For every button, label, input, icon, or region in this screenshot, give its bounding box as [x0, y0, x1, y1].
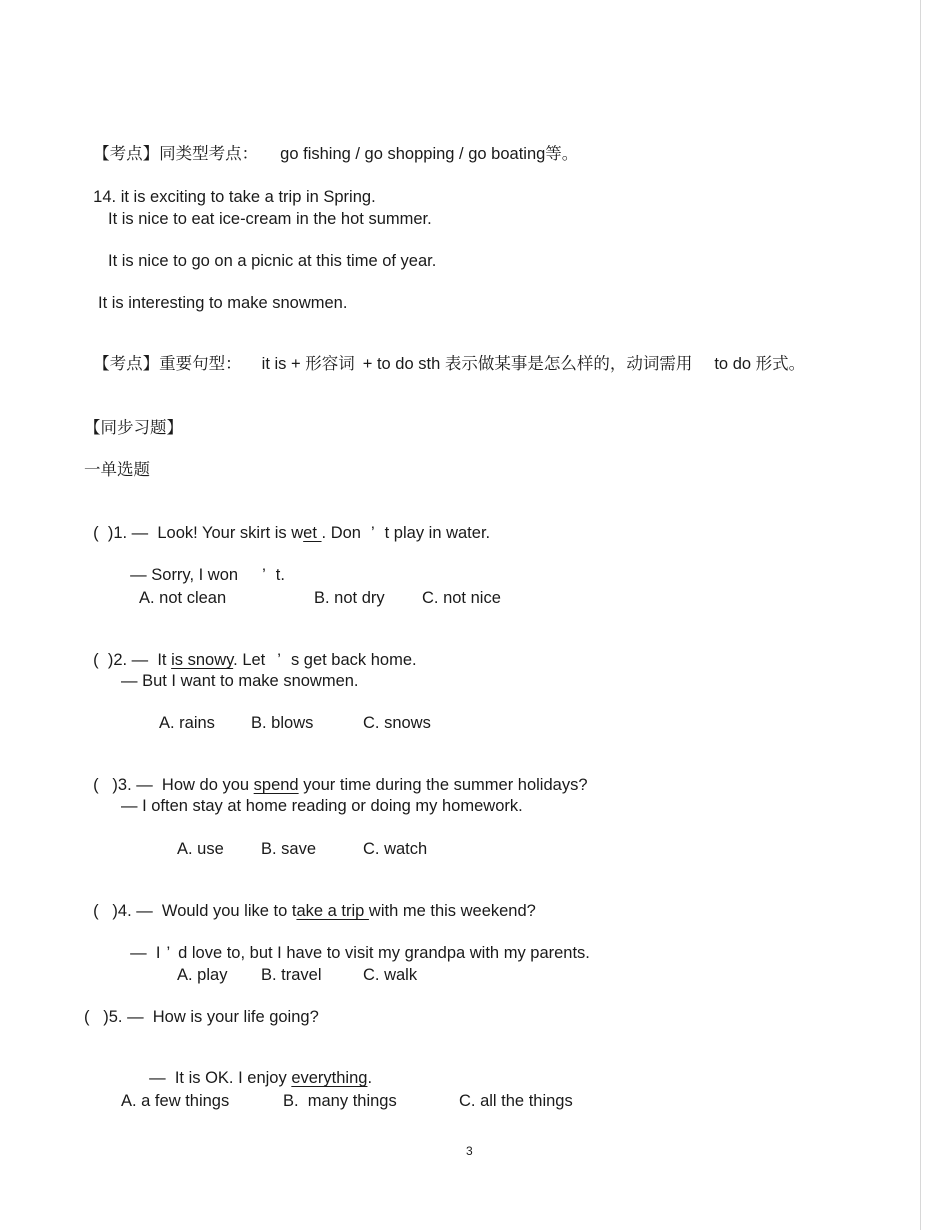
question-1-option-a: A. not clean [139, 589, 227, 607]
question-text: ( )3. — How do you [93, 776, 254, 794]
question-1-option-b: B. not dry [314, 589, 385, 607]
reply-text: — Sorry, I won [130, 566, 239, 584]
exam-point-note [84, 124, 578, 164]
section-title: 【同步习题】 [84, 419, 183, 437]
question-3-reply: — I often stay at home reading or doing my homework. [121, 797, 523, 815]
question-5-prompt: ( )5. — How is your life going? [84, 1008, 319, 1026]
question-text: . Don [321, 524, 361, 542]
question-5-option-a: A. a few things [121, 1092, 230, 1110]
question-text: with me this weekend? [368, 902, 536, 920]
exam-point-note [84, 334, 805, 374]
question-1-prompt [84, 503, 490, 543]
underlined-keyword: is snowy [171, 651, 234, 669]
question-2-option-b: B. blows [251, 714, 314, 732]
underlined-keyword: everything [291, 1069, 368, 1087]
example-14-line-1 [84, 167, 376, 207]
underlined-keyword: spend [253, 776, 299, 794]
question-4-option-b: B. travel [261, 966, 322, 984]
reply-text: d love to, but I have to visit my grandpa with my parents. [178, 944, 590, 962]
question-text: ( )1. — Look! Your skirt is w [93, 524, 304, 542]
question-5-option-b: B. many things [283, 1092, 397, 1110]
example-14-line-3: It is nice to go on a picnic at this time of year. [108, 252, 437, 270]
exam-point-text: go fishing / go shopping / go boating等。 [280, 145, 579, 163]
question-5-option-c: C. all the things [459, 1092, 573, 1110]
question-text: . Let [233, 651, 266, 669]
apostrophe-glyph: ’ [262, 566, 266, 584]
question-text: ( )4. — Would you like to t [93, 902, 297, 920]
exam-point-prefix: 【考点】同类型考点： [93, 145, 259, 163]
question-5-reply [140, 1048, 372, 1088]
question-2-prompt [84, 630, 417, 670]
example-14-line-2: It is nice to eat ice-cream in the hot summer. [108, 210, 432, 228]
question-1-reply [121, 545, 285, 585]
question-4-option-a: A. play [177, 966, 228, 984]
exam-point-text: + to do sth 表示做某事是怎么样的，动词需用 [362, 355, 693, 373]
question-3-option-b: B. save [261, 840, 317, 858]
question-3-option-a: A. use [177, 840, 224, 858]
question-text: your time during the summer holidays? [298, 776, 588, 794]
apostrophe-glyph: ’ [166, 944, 171, 962]
example-sentence: it is exciting to take a trip in Spring. [120, 188, 376, 206]
exam-point-prefix: 【考点】重要句型： [93, 355, 242, 373]
exam-point-text: it is + 形容词 [261, 355, 355, 373]
apostrophe-glyph: ’ [370, 524, 375, 542]
question-2-reply: — But I want to make snowmen. [121, 672, 359, 690]
subsection-title: 一单选题 [84, 461, 150, 479]
question-1-option-c: C. not nice [422, 589, 501, 607]
question-2-option-a: A. rains [159, 714, 215, 732]
question-text: s get back home. [290, 651, 417, 669]
reply-text: . [367, 1069, 373, 1087]
reply-text: — It is OK. I enjoy [149, 1069, 292, 1087]
question-text: ( )2. — It [93, 651, 172, 669]
question-2-option-c: C. snows [363, 714, 431, 732]
question-4-option-c: C. walk [363, 966, 418, 984]
page-edge-line [920, 0, 921, 1230]
reply-text: — I [130, 944, 161, 962]
example-number: 14. [93, 188, 117, 206]
apostrophe-glyph: ’ [277, 651, 281, 669]
underlined-keyword: et [303, 524, 322, 542]
question-text: t play in water. [384, 524, 491, 542]
reply-text: t. [275, 566, 285, 584]
question-4-reply [121, 923, 590, 963]
question-3-prompt [84, 755, 588, 795]
underlined-keyword: ake a trip [296, 902, 369, 920]
page-number: 3 [466, 1144, 473, 1158]
question-3-option-c: C. watch [363, 840, 428, 858]
exam-point-text: to do 形式。 [714, 355, 806, 373]
example-14-line-4: It is interesting to make snowmen. [98, 294, 348, 312]
question-4-prompt [84, 881, 536, 921]
